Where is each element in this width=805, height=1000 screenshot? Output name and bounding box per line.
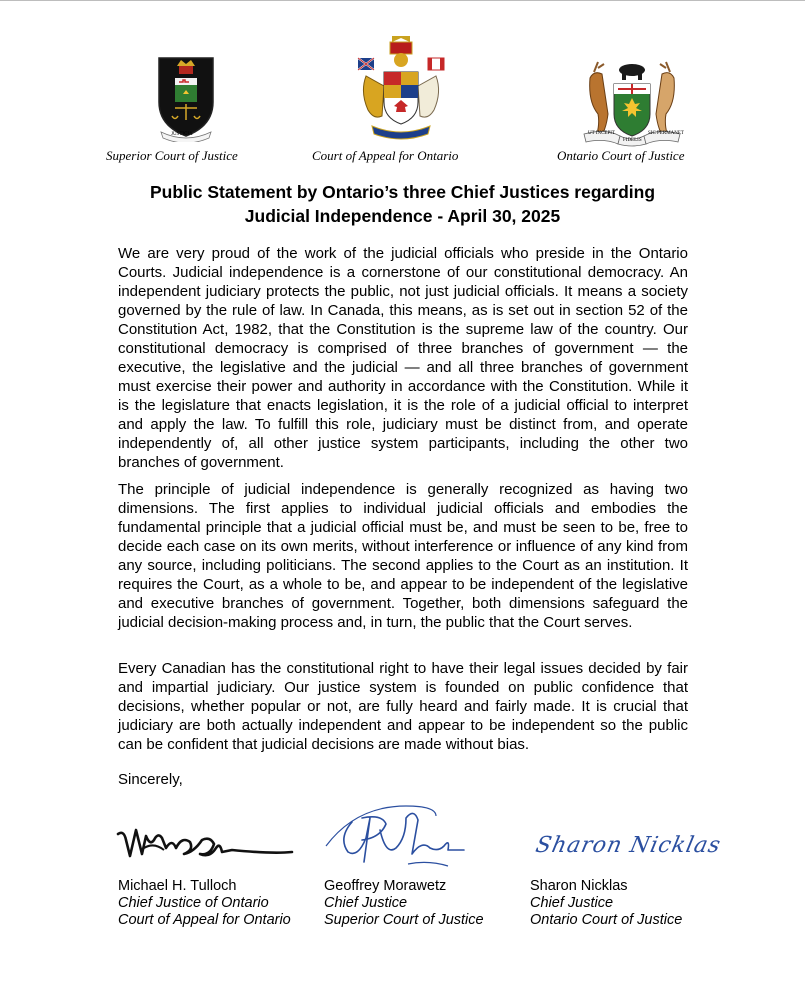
signatory-title: Chief Justice of Ontario [118,895,269,911]
statement-title-line2: Judicial Independence - April 30, 2025 [244,206,561,226]
ontario-motto-right: SIC PERMANET [648,131,684,136]
ontario-motto-mid: FIDELIS [623,138,642,143]
morawetz-signature [322,800,472,876]
tulloch-signature [114,818,304,868]
signatory-title: Chief Justice [530,895,614,911]
nicklas-signature: Sharon Nicklas [533,833,724,858]
closing: Sincerely, [118,771,183,788]
signatory-title: Chief Justice [324,895,408,911]
statement-title-line1: Public Statement by Ontario’s three Chief Justices regarding [149,182,656,202]
signatory-tulloch [118,878,291,929]
paragraph-2: The principle of judicial independence is generally recognized as having two dimensions. The first applies to individual judicial officials and embodies the fundamental principle that a judicial official must be, and must be seen to be, free to decide each case on its own merits, without interference or influence of any kind from any source, including politicians. The second applies to the Court as an institution. It requires the Court, as a whole to be, and appear to be independent of the legislative and executive branches of government. Together, both dimensions safeguard the judicial decision-making process and, in turn, the public that the Court serves. [118,481,688,631]
appeal-court-caption: Court of Appeal for Ontario [312,148,459,163]
superior-court-crest [155,52,217,142]
signatory-name: Michael H. Tulloch [118,878,237,894]
superior-motto: JUSTICIA [171,132,193,137]
superior-court-caption: Superior Court of Justice [106,148,238,163]
signatory-court: Ontario Court of Justice [530,912,683,928]
signatory-morawetz [324,878,484,929]
signatory-court: Court of Appeal for Ontario [118,912,291,928]
signatory-name: Geoffrey Morawetz [324,878,447,894]
signatory-court: Superior Court of Justice [324,912,484,928]
paragraph-1: We are very proud of the work of the judicial officials who preside in the Ontario Courts. Judicial independence is a cornerstone of our constitutional democracy. An independent judiciary protects the public, not just judicial officials. It means a society governed by the rule of law. In Canada, this means, as is set out in section 52 of the Constitution Act, 1982, that the Constitution is the supreme law of the country. Our constitutional democracy is comprised of three branches of government — the executive, the legislative and the judicial — and all three branches of government must exercise their power and authority in accordance with the Constitution. While it is the legislature that enacts legislation, it is the role of a judicial official to interpret and apply the law. To fulfill this role, judiciary must be distinct from, and operate independently of, all other justice system participants, including the other two branches of government. [118,245,688,471]
ontario-court-crest [580,58,684,148]
appeal-court-crest [354,32,448,142]
ontario-motto-left: UT INCEPIT [588,131,615,136]
paragraph-3: Every Canadian has the constitutional right to have their legal issues decided by fair and impartial judiciary. Our justice system is founded on public confidence that decisions, whether popular or not, are fully heard and fairly made. It is crucial that judiciary are both actually independent and appear to be independent so the public can be confident that judicial decisions are made without bias. [118,660,688,753]
signatory-nicklas [530,878,682,929]
signatory-name: Sharon Nicklas [530,878,628,894]
ontario-court-caption: Ontario Court of Justice [557,148,685,163]
